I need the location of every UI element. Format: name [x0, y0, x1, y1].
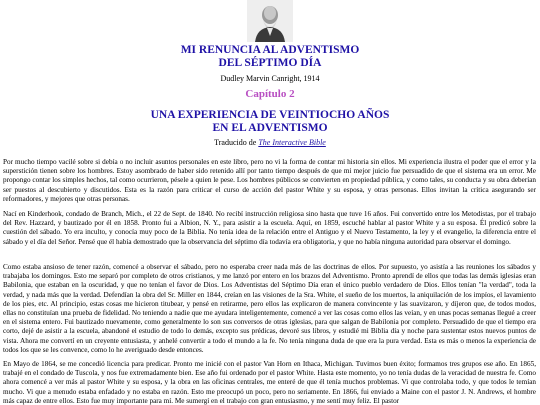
chapter-subtitle-line-1: UNA EXPERIENCIA DE VEINTIOCHO AÑOS	[150, 109, 390, 121]
translation-prefix: Traducido de	[214, 138, 259, 147]
paragraph-2: Nací en Kinderhook, condado de Branch, Mich., el 22 de Sept. de 1840. No recibí instrucción religiosa sino hasta que tuve 16 años. Fui convertido entre los Metodistas, por el trabajo del Rev. Hazzard, y bautizado por él en 1858. Pronto fui a Albion, N. Y., para asistir a la escuela. Aquí, en 1859, escuché hablar al pastor White y a su esposa. Él predicó sobre la cuestión del sábado. Yo era inculto, y conocía muy poco de la Biblia. No tenía idea de la relación entre el Antiguo y el Nuevo Testamento, la ley y el evangelio, la diferencia entre el sábado y el día del Señor. Pensé que él había demostrado que la observancia del séptimo día todavía era obligatoria, y que no había ninguna autoridad para observar el domingo.	[3, 210, 536, 246]
translation-credit	[0, 138, 540, 148]
source-link[interactable]: The Interactive Bible	[258, 138, 326, 147]
book-title-line-1: MI RENUNCIA AL ADVENTISMO	[180, 44, 360, 56]
paragraph-1: Por mucho tiempo vacilé sobre si debía o no incluir asuntos personales en este libro, pero no vi la forma de contar mi historia sin ellos. Mi experiencia ilustra el poder que el error y la superstición tienen sobre los hombres. Estoy asombrado de haber sido retenido allí por tanto tiempo después de que mi mejor juicio fue persuadido de que el sistema era un error. Me propongo contar los simples hechos, tal como ocurrieron, pésele a quien le pese. Los hombres públicos se convierten en propiedad pública, y como tales, su conducta y su obra deberían ser puestos al descubierto y discutidos. Esta es la razón para criticar el curso de acción del pastor White y su esposa, y otras personas. Ellos invitan la crítica asegurando ser reformadores, y mejores que otras personas.	[3, 158, 536, 203]
chapter-label: Capítulo 2	[245, 88, 295, 100]
chapter-subtitle-line-2: EN EL ADVENTISMO	[212, 122, 328, 134]
book-title-line-2: DEL SÉPTIMO DÍA	[218, 57, 322, 69]
paragraph-4: En Mayo de 1864, se me concedió licencia para predicar. Pronto me inicié con el pastor Van Horn en Ithaca, Michigan. Tuvimos buen éxito; formamos tres grupos ese año. En 1865, trabajé en el condado de Tuscola, y nos fue extremadamente bien. Ese año fui ordenado por el pastor White. Hasta este momento, yo no tenía dudas de la veracidad de nuestra fe. Como ahora comencé a ver más al pastor White y su esposa, y la obra en las oficinas centrales, me enteré de que él tenía muchos problemas. Vi que controlaba todo, y que todos le temían mucho. Vi que a menudo estaba enfadado y no estaba en razón. Esto me preocupó un poco, pero no seriamente. En 1866, fui enviado a Maine con el pastor J. N. Andrews, el hombre más capaz de entre ellos. Esto fue muy importante para mí. Me sumergí en el trabajo con gran entusiasmo, y me sentí muy feliz. El pastor	[3, 360, 536, 405]
paragraph-3: Como estaba ansioso de tener razón, comencé a observar el sábado, pero no esperaba creer nada más de las doctrinas de ellos. Por supuesto, yo asistía a las reuniones los sábados y trabajaba los domingos. Esto me separó por completo de otros cristianos, y me lanzó por entero en los brazos del Adventismo. Pronto aprendí de ellos que todas las demás iglesias eran Babilonia, que estaban en la oscuridad, y que no tenían el favor de Dios. Los Adventistas del Séptimo Día eran el único pueblo verdadero de Dios. Ellos tenían "la verdad", toda la verdad, y nada más que la verdad. Defendían la obra del Sr. Miller en 1844, creían en las visiones de la Sra. White, el sueño de los muertos, la aniquilación de los impíos, el lavamiento de los pies, etc. Al principio, estas cosas me hicieron titubear, y pensé en retirarme, pero ellos las explicaron de manera convincente y las suavizaron, y díjeron que, de todos modos, ellas no constituían una prueba de fidelidad. No teniendo a nadie que me ayudara inteligentemente, comencé a ver las cosas como ellos las veían, y en unas pocas semanas llegué a creer en el sistema entero. Fui bautizado nuevamente, como generalmente lo son sus conversos de otras iglesias, para que salgan de Babilonia por completo. Persuadido de que el tiempo era corto, dejé de asistir a la escuela, abandoné el estudio de todo lo demás, excepto sus prédicas, devoré sus libros, y estudié mi Biblia día y noche para sustentar estos nuevos puntos de vista. Ahora me convertí en un creyente entusiasta, y anhelé convertir a todo el mundo a la fe. No tenía ninguna duda de que era la pura verdad. Esta es más o menos la experiencia de todos los que se les convence, como lo he averiguado desde entonces.	[3, 263, 536, 354]
author-portrait	[247, 0, 293, 42]
author-line: Dudley Marvin Canright, 1914	[220, 74, 320, 83]
portrait-image	[247, 0, 293, 42]
